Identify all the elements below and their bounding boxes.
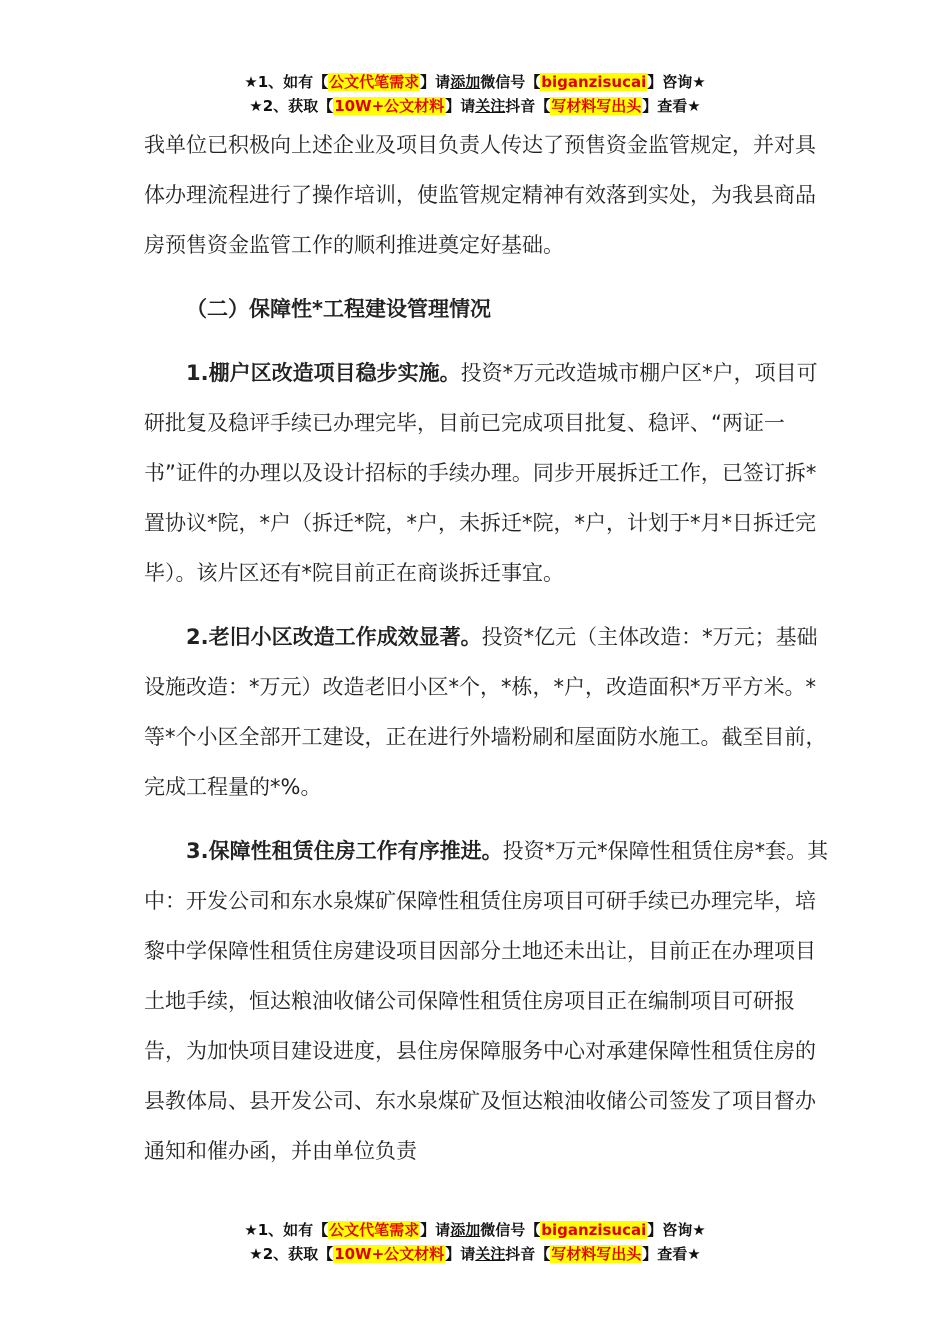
banner-text: ★1、如有【 [244, 1221, 329, 1239]
banner-text: ★1、如有【 [244, 73, 329, 91]
banner-line-2 [0, 94, 950, 118]
paragraph-1: 我单位已积极向上述企业及项目负责人传达了预售资金监管规定，并对具体办理流程进行了操作培训，使监管规定精神有效落到实处，为我县商品房预售资金监管工作的顺利推进奠定好基础。 [144, 133, 816, 257]
banner-text: 】查看★ [642, 97, 701, 115]
item-text: 投资*亿元（主体改造：*万元；基础设施改造：*万元）改造老旧小区*个，*栋，*户，改造面积*万平方米。*等*个小区全部开工建设，正在进行外墙粉刷和屋面防水施工。截至目前，完成工程量的*%。 [144, 625, 827, 799]
header-banner [0, 70, 950, 118]
banner-underline: 添加 [450, 73, 481, 91]
banner-highlight: biganzisucai [541, 1221, 647, 1239]
footer-banner [0, 1218, 950, 1266]
paragraph-item-1 [144, 348, 834, 598]
banner-highlight: 写材料写出头 [551, 1245, 642, 1263]
banner-text: 】查看★ [642, 1245, 701, 1263]
banner-underline: 关注 [475, 1245, 506, 1263]
banner-text: 】请 [420, 1221, 451, 1239]
section-heading: （二）保障性*工程建设管理情况 [186, 297, 491, 321]
banner-highlight: 公文代笔需求 [329, 1221, 420, 1239]
banner-line-1 [0, 70, 950, 94]
banner-text: 微信号【 [480, 1221, 541, 1239]
paragraph-item-3 [144, 826, 834, 1176]
item-text: 投资*万元改造城市棚户区*户，项目可研批复及稳评手续已办理完毕，目前已完成项目批复、稳评、“两证一书”证件的办理以及设计招标的手续办理。同步开展拆迁工作，已签订拆*置协议*院，*户（拆迁*院，*户，未拆迁*院，*户，计划于*月*日拆迁完毕）。该片区还有*院目前正在商谈拆迁事宜。 [144, 361, 818, 585]
banner-highlight: 10W+公文材料 [334, 1245, 445, 1263]
banner-underline: 关注 [475, 97, 506, 115]
banner-text: 】请 [445, 1245, 476, 1263]
banner-highlight: 写材料写出头 [551, 97, 642, 115]
item-text: 投资*万元*保障性租赁住房*套。其中：开发公司和东水泉煤矿保障性租赁住房项目可研手续已办理完毕，培黎中学保障性租赁住房建设项目因部分土地还未出让，目前正在办理项目土地手续，恒达粮油收储公司保障性租赁住房项目正在编制项目可研报告，为加快项目建设进度，县住房保障服务中心对承建保障性租赁住房的县教体局、县开发公司、东水泉煤矿及恒达粮油收储公司签发了项目督办通知和催办函，并由单位负责 [144, 839, 829, 1163]
banner-line-2 [0, 1242, 950, 1266]
banner-text: 】咨询★ [647, 1221, 706, 1239]
banner-highlight: 10W+公文材料 [334, 97, 445, 115]
banner-text: ★2、获取【 [249, 97, 334, 115]
banner-highlight: 公文代笔需求 [329, 73, 420, 91]
item-lead: 1.棚户区改造项目稳步实施。 [186, 361, 461, 385]
banner-text: 】请 [445, 97, 476, 115]
banner-underline: 添加 [450, 1221, 481, 1239]
item-lead: 3.保障性租赁住房工作有序推进。 [186, 839, 503, 863]
item-lead: 2.老旧小区改造工作成效显著。 [186, 625, 482, 649]
banner-text: ★2、获取【 [249, 1245, 334, 1263]
banner-highlight: biganzisucai [541, 73, 647, 91]
banner-text: 抖音【 [505, 97, 551, 115]
banner-text: 抖音【 [505, 1245, 551, 1263]
banner-text: 】咨询★ [647, 73, 706, 91]
banner-line-1 [0, 1218, 950, 1242]
paragraph-item-2 [144, 612, 834, 812]
banner-text: 微信号【 [480, 73, 541, 91]
document-body [144, 120, 834, 1176]
banner-text: 】请 [420, 73, 451, 91]
